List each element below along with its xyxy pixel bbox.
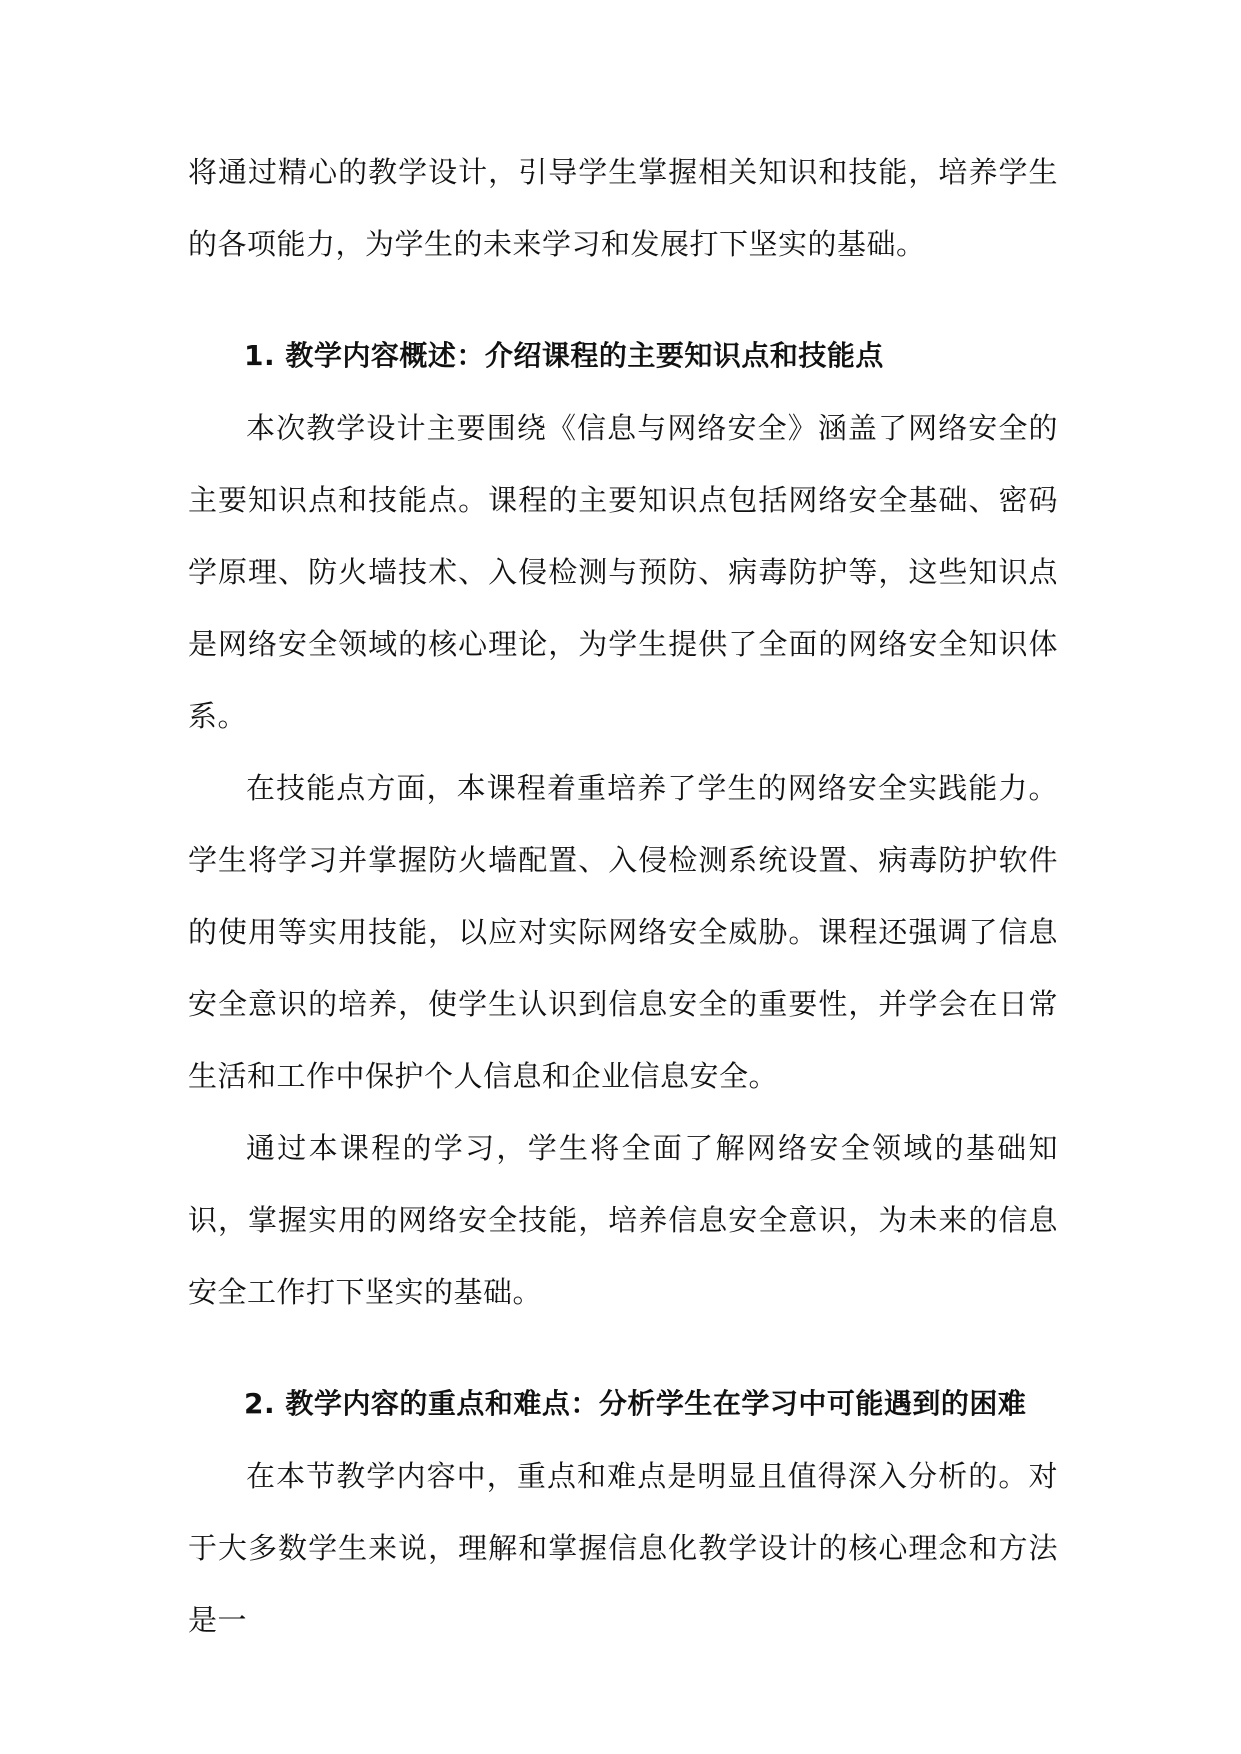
section-2-paragraph: 在本节教学内容中，重点和难点是明显且值得深入分析的。对于大多数学生来说，理解和掌握信息化教学设计的核心理念和方法是一 [188,1459,1058,1637]
section-1-paragraph: 在技能点方面，本课程着重培养了学生的网络安全实践能力。学生将学习并掌握防火墙配置、入侵检测系统设置、病毒防护软件的使用等实用技能，以应对实际网络安全威胁。课程还强调了信息安全意识的培养，使学生认识到信息安全的重要性，并学会在日常生活和工作中保护个人信息和企业信息安全。 [188,771,1058,1093]
document-body [188,136,1058,1656]
section-1-heading: 1. 教学内容概述：介绍课程的主要知识点和技能点 [244,339,884,372]
section-1-paragraph: 通过本课程的学习，学生将全面了解网络安全领域的基础知识，掌握实用的网络安全技能，培养信息安全意识，为未来的信息安全工作打下坚实的基础。 [188,1131,1058,1309]
section-2-heading: 2. 教学内容的重点和难点：分析学生在学习中可能遇到的困难 [244,1387,1027,1420]
section-1-paragraph: 本次教学设计主要围绕《信息与网络安全》涵盖了网络安全的主要知识点和技能点。课程的主要知识点包括网络安全基础、密码学原理、防火墙技术、入侵检测与预防、病毒防护等，这些知识点是网络安全领域的核心理论，为学生提供了全面的网络安全知识体系。 [188,411,1058,733]
intro-paragraph: 将通过精心的教学设计，引导学生掌握相关知识和技能，培养学生的各项能力，为学生的未来学习和发展打下坚实的基础。 [188,155,1058,261]
section-gap [188,280,1058,320]
section-gap [188,1328,1058,1368]
